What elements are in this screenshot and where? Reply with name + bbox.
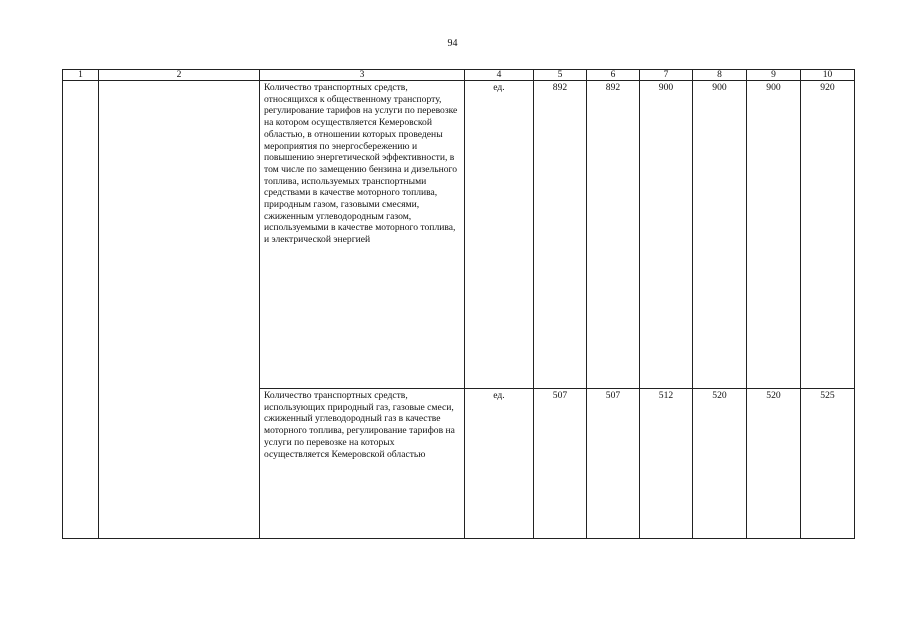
unit-cell: ед. (465, 389, 534, 539)
value-cell: 892 (534, 81, 587, 389)
column-header: 1 (63, 70, 99, 81)
value-cell: 512 (640, 389, 693, 539)
table-row (63, 81, 855, 389)
column-header: 5 (534, 70, 587, 81)
value-cell: 507 (587, 389, 640, 539)
value-cell: 892 (587, 81, 640, 389)
empty-cell-col2 (99, 81, 260, 539)
data-table (62, 69, 855, 539)
value-cell: 525 (801, 389, 855, 539)
column-header: 9 (747, 70, 801, 81)
column-header: 7 (640, 70, 693, 81)
column-header: 4 (465, 70, 534, 81)
indicator-description: Количество транспортных средств, относящихся к общественному транспорту, регулирование тарифов на услуги по перевозке на котором осуществляется Кемеровской областью, в отношении которых проведены мероприятия по энергосбережению и повышению энергетической эффективности, в том числе по замещению бензина и дизельного топлива, используемых транспортными средствами в качестве моторного топлива, природным газом, газовыми смесями, сжиженным углеводородным газом, используемыми в качестве моторного топлива, и электрической энергией (260, 81, 465, 389)
unit-cell: ед. (465, 81, 534, 389)
value-cell: 900 (747, 81, 801, 389)
column-header: 10 (801, 70, 855, 81)
value-cell: 920 (801, 81, 855, 389)
value-cell: 900 (640, 81, 693, 389)
empty-cell-col1 (63, 81, 99, 539)
value-cell: 900 (693, 81, 747, 389)
column-header-row (63, 70, 855, 81)
column-header: 6 (587, 70, 640, 81)
value-cell: 520 (693, 389, 747, 539)
column-header: 2 (99, 70, 260, 81)
value-cell: 507 (534, 389, 587, 539)
column-header: 8 (693, 70, 747, 81)
indicator-description: Количество транспортных средств, использующих природный газ, газовые смеси, сжиженный углеводородный газ в качестве моторного топлива, регулирование тарифов на услуги по перевозке на которых осуществляется Кемеровской областью (260, 389, 465, 539)
column-header: 3 (260, 70, 465, 81)
page-number: 94 (447, 38, 458, 49)
value-cell: 520 (747, 389, 801, 539)
